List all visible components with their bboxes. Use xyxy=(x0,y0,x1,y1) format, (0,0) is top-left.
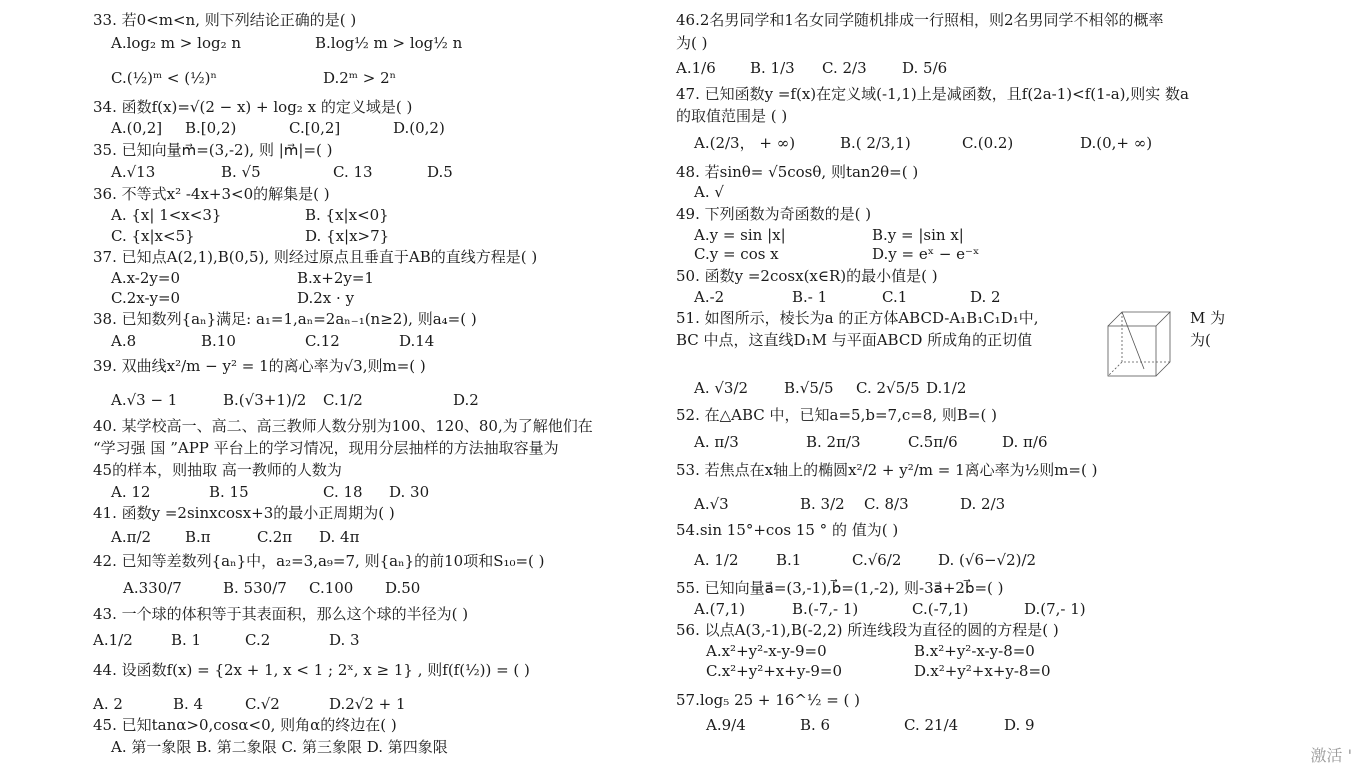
q40-option: D. 30 xyxy=(389,483,430,501)
q44-option: D.2√2 + 1 xyxy=(329,695,406,713)
q47-option: D.(0,+ ∞) xyxy=(1080,134,1153,152)
q49-option: A.y = sin |x| xyxy=(694,226,786,244)
q37-option: B.x+2y=1 xyxy=(297,269,374,287)
q33-options-row xyxy=(93,68,653,88)
q52-options-row xyxy=(676,432,1236,452)
q35-option: C. 13 xyxy=(333,163,373,181)
q54-option: A. 1/2 xyxy=(694,551,739,569)
q36-option: D. {x|x>7} xyxy=(305,227,390,245)
q53-stem: 53. 若焦点在x轴上的椭圆x²/2 + y²/m = 1离心率为½则m=( ) xyxy=(676,461,1098,479)
q41-options-row xyxy=(93,527,653,547)
q34-option: B.[0,2) xyxy=(185,119,237,137)
q54-option: C.√6/2 xyxy=(852,551,902,569)
q56-option: D.x²+y²+x+y-8=0 xyxy=(914,662,1051,680)
q49-options-row xyxy=(676,225,1236,245)
q41-option: A.π/2 xyxy=(111,528,152,546)
q45-options-row xyxy=(93,737,653,757)
q54-stem: 54.sin 15°+cos 15 ° 的 值为( ) xyxy=(676,521,899,539)
q39-option: A.√3 − 1 xyxy=(111,391,178,409)
q36-option: A. {x| 1<x<3} xyxy=(111,206,222,224)
q55-option: A.(7,1) xyxy=(694,600,746,618)
q42-options-row xyxy=(93,578,653,598)
q49-stem: 49. 下列函数为奇函数的是( ) xyxy=(676,205,872,223)
q33-option: C.(½)ᵐ < (½)ⁿ xyxy=(111,69,217,87)
q46-stem-cont: 为( ) xyxy=(676,34,708,52)
q51-options-row xyxy=(676,378,1236,398)
q53-option: B. 3/2 xyxy=(800,495,845,513)
q36-option: B. {x|x<0} xyxy=(305,206,389,224)
q39-option: B.(√3+1)/2 xyxy=(223,391,307,409)
q40-stem-cont: “学习强 国 ”APP 平台上的学习情况，现用分层抽样的方法抽取容量为 xyxy=(93,439,559,457)
q34-option: C.[0,2] xyxy=(289,119,341,137)
q33-option: D.2ᵐ > 2ⁿ xyxy=(323,69,397,87)
q54-option: B.1 xyxy=(776,551,802,569)
q35-options-row xyxy=(93,162,653,182)
q44-stem: 44. 设函数f(x) = {2x + 1, x < 1 ; 2ˣ, x ≥ 1} , 则f(f(½)) = ( ) xyxy=(93,661,530,679)
q39-option: D.2 xyxy=(453,391,479,409)
q46-option: C. 2/3 xyxy=(822,59,867,77)
q56-stem: 56. 以点A(3,-1),B(-2,2) 所连线段为直径的圆的方程是( ) xyxy=(676,621,1059,639)
q42-option: B. 530/7 xyxy=(223,579,287,597)
q44-options-row xyxy=(93,694,653,714)
q40-option: A. 12 xyxy=(111,483,151,501)
q55-options-row xyxy=(676,599,1236,619)
q39-option: C.1/2 xyxy=(323,391,363,409)
q35-option: A.√13 xyxy=(111,163,156,181)
q57-option: C. 21/4 xyxy=(904,716,959,734)
q42-option: C.100 xyxy=(309,579,354,597)
q35-option: B. √5 xyxy=(221,163,261,181)
cube-figure xyxy=(1104,306,1174,380)
q33-option: B.log½ m > log½ n xyxy=(315,34,463,52)
q49-option: D.y = eˣ − e⁻ˣ xyxy=(872,245,980,263)
q47-option: B.( 2/3,1) xyxy=(840,134,911,152)
q38-options-row xyxy=(93,331,653,351)
q45-stem: 45. 已知tanα>0,cosα<0, 则角α的终边在( ) xyxy=(93,716,397,734)
q38-option: D.14 xyxy=(399,332,435,350)
q50-option: D. 2 xyxy=(970,288,1001,306)
q55-option: C.(-7,1) xyxy=(912,600,969,618)
q55-stem: 55. 已知向量a⃗=(3,-1),b⃗=(1,-2), 则-3a⃗+2b⃗=( ) xyxy=(676,579,1004,597)
q44-option: C.√2 xyxy=(245,695,280,713)
q50-option: A.-2 xyxy=(694,288,725,306)
q52-option: D. π/6 xyxy=(1002,433,1048,451)
q44-option: A. 2 xyxy=(93,695,123,713)
q49-option: B.y = |sin x| xyxy=(872,226,964,244)
q54-option: D. (√6−√2)/2 xyxy=(938,551,1037,569)
q48-stem: 48. 若sinθ= √5cosθ, 则tan2θ=( ) xyxy=(676,163,919,181)
q50-options-row xyxy=(676,287,1236,307)
q38-option: C.12 xyxy=(305,332,340,350)
q47-option: C.(0.2) xyxy=(962,134,1014,152)
q56-options-row xyxy=(676,641,1236,661)
q50-stem: 50. 函数y =2cosx(x∈R)的最小值是( ) xyxy=(676,267,938,285)
q47-stem: 47. 已知函数y =f(x)在定义域(-1,1)上是减函数，且f(2a-1)<f(1-a),则实 数a xyxy=(676,85,1189,103)
q51-side-text: M 为 xyxy=(1190,309,1226,327)
q51-option: A. √3/2 xyxy=(694,379,749,397)
q57-options-row xyxy=(676,715,1236,735)
q57-option: B. 6 xyxy=(800,716,831,734)
q49-option: C.y = cos x xyxy=(694,245,779,263)
q47-options-row xyxy=(676,133,1236,153)
q41-option: B.π xyxy=(185,528,211,546)
q46-options-row xyxy=(676,58,1236,78)
q43-options-row xyxy=(93,630,653,650)
q37-stem: 37. 已知点A(2,1),B(0,5), 则经过原点且垂直于AB的直线方程是( ) xyxy=(93,248,538,266)
q37-option: C.2x-y=0 xyxy=(111,289,181,307)
q56-option: B.x²+y²-x-y-8=0 xyxy=(914,642,1035,660)
q39-stem: 39. 双曲线x²/m − y² = 1的离心率为√3,则m=( ) xyxy=(93,357,426,375)
q48-option: A. √ xyxy=(694,183,724,201)
q34-option: A.(0,2] xyxy=(111,119,163,137)
q52-stem: 52. 在△ABC 中，已知a=5,b=7,c=8, 则B=( ) xyxy=(676,406,997,424)
q57-option: D. 9 xyxy=(1004,716,1035,734)
q35-stem: 35. 已知向量m⃗=(3,-2), 则 |m⃗|=( ) xyxy=(93,141,333,159)
q37-options-row xyxy=(93,288,653,308)
q43-option: B. 1 xyxy=(171,631,202,649)
q44-option: B. 4 xyxy=(173,695,204,713)
q36-options-row xyxy=(93,205,653,225)
q39-options-row xyxy=(93,390,653,410)
q56-option: A.x²+y²-x-y-9=0 xyxy=(706,642,827,660)
q43-option: D. 3 xyxy=(329,631,360,649)
q42-stem: 42. 已知等差数列{aₙ}中，a₂=3,a₉=7, 则{aₙ}的前10项和S₁₀=( ) xyxy=(93,552,545,570)
q37-option: D.2x · y xyxy=(297,289,355,307)
q43-stem: 43. 一个球的体积等于其表面积，那么这个球的半径为( ) xyxy=(93,605,469,623)
q33-stem: 33. 若0<m<n, 则下列结论正确的是( ) xyxy=(93,11,357,29)
q37-option: A.x-2y=0 xyxy=(111,269,180,287)
q47-stem-cont: 的取值范围是 ( ) xyxy=(676,107,788,125)
q33-option: A.log₂ m > log₂ n xyxy=(111,34,242,52)
q40-stem: 40. 某学校高一、高二、高三教师人数分别为100、120、80,为了解他们在 xyxy=(93,417,593,435)
q57-stem: 57.log₅ 25 + 16^½ = ( ) xyxy=(676,691,861,709)
q55-option: B.(-7,- 1) xyxy=(792,600,859,618)
q41-option: C.2π xyxy=(257,528,293,546)
q34-option: D.(0,2) xyxy=(393,119,445,137)
q41-stem: 41. 函数y =2sinxcosx+3的最小正周期为( ) xyxy=(93,504,395,522)
q57-option: A.9/4 xyxy=(706,716,746,734)
q42-option: A.330/7 xyxy=(123,579,182,597)
q36-stem: 36. 不等式x² -4x+3<0的解集是( ) xyxy=(93,185,330,203)
q45-option: A. 第一象限 B. 第二象限 C. 第三象限 D. 第四象限 xyxy=(111,738,448,756)
q36-option: C. {x|x<5} xyxy=(111,227,195,245)
q37-options-row xyxy=(93,268,653,288)
q52-option: C.5π/6 xyxy=(908,433,958,451)
watermark-text: 激活 ' xyxy=(1310,746,1352,765)
q53-option: A.√3 xyxy=(694,495,729,513)
q49-options-row xyxy=(676,244,1236,264)
q51-option: B.√5/5 xyxy=(784,379,834,397)
q38-option: A.8 xyxy=(111,332,137,350)
q43-option: C.2 xyxy=(245,631,271,649)
q42-option: D.50 xyxy=(385,579,421,597)
q46-stem: 46.2名男同学和1名女同学随机排成一行照相，则2名男同学不相邻的概率 xyxy=(676,11,1164,29)
q55-option: D.(7,- 1) xyxy=(1024,600,1086,618)
q40-option: B. 15 xyxy=(209,483,249,501)
q47-option: A.(2/3， + ∞) xyxy=(694,134,796,152)
q34-options-row xyxy=(93,118,653,138)
q51-option: C. 2√5/5 xyxy=(856,379,920,397)
q33-options-row xyxy=(93,33,653,53)
q36-options-row xyxy=(93,226,653,246)
q53-option: C. 8/3 xyxy=(864,495,909,513)
q51-option: D.1/2 xyxy=(926,379,967,397)
q40-options-row xyxy=(93,482,653,502)
q53-option: D. 2/3 xyxy=(960,495,1006,513)
q56-option: C.x²+y²+x+y-9=0 xyxy=(706,662,843,680)
q46-option: B. 1/3 xyxy=(750,59,795,77)
q34-stem: 34. 函数f(x)=√(2 − x) + log₂ x 的定义域是( ) xyxy=(93,98,413,116)
q51-stem: 51. 如图所示，棱长为a 的正方体ABCD-A₁B₁C₁D₁中, xyxy=(676,309,1039,327)
q50-option: B.- 1 xyxy=(792,288,828,306)
q35-option: D.5 xyxy=(427,163,453,181)
q38-stem: 38. 已知数列{aₙ}满足: a₁=1,aₙ=2aₙ₋₁(n≥2), 则a₄=( ) xyxy=(93,310,477,328)
q41-option: D. 4π xyxy=(319,528,360,546)
q51-stem-cont: BC 中点，这直线D₁M 与平面ABCD 所成角的正切值 xyxy=(676,331,1033,349)
q46-option: A.1/6 xyxy=(676,59,716,77)
q38-option: B.10 xyxy=(201,332,236,350)
q56-options-row xyxy=(676,661,1236,681)
q46-option: D. 5/6 xyxy=(902,59,948,77)
q53-options-row xyxy=(676,494,1236,514)
q52-option: A. π/3 xyxy=(694,433,739,451)
q50-option: C.1 xyxy=(882,288,908,306)
q51-side-text: 为( xyxy=(1190,331,1211,349)
q40-option: C. 18 xyxy=(323,483,363,501)
q43-option: A.1/2 xyxy=(93,631,133,649)
q48-options-row xyxy=(676,182,1236,202)
q40-stem-cont: 45的样本，则抽取 高一教师的人数为 xyxy=(93,461,342,479)
q52-option: B. 2π/3 xyxy=(806,433,861,451)
q54-options-row xyxy=(676,550,1236,570)
